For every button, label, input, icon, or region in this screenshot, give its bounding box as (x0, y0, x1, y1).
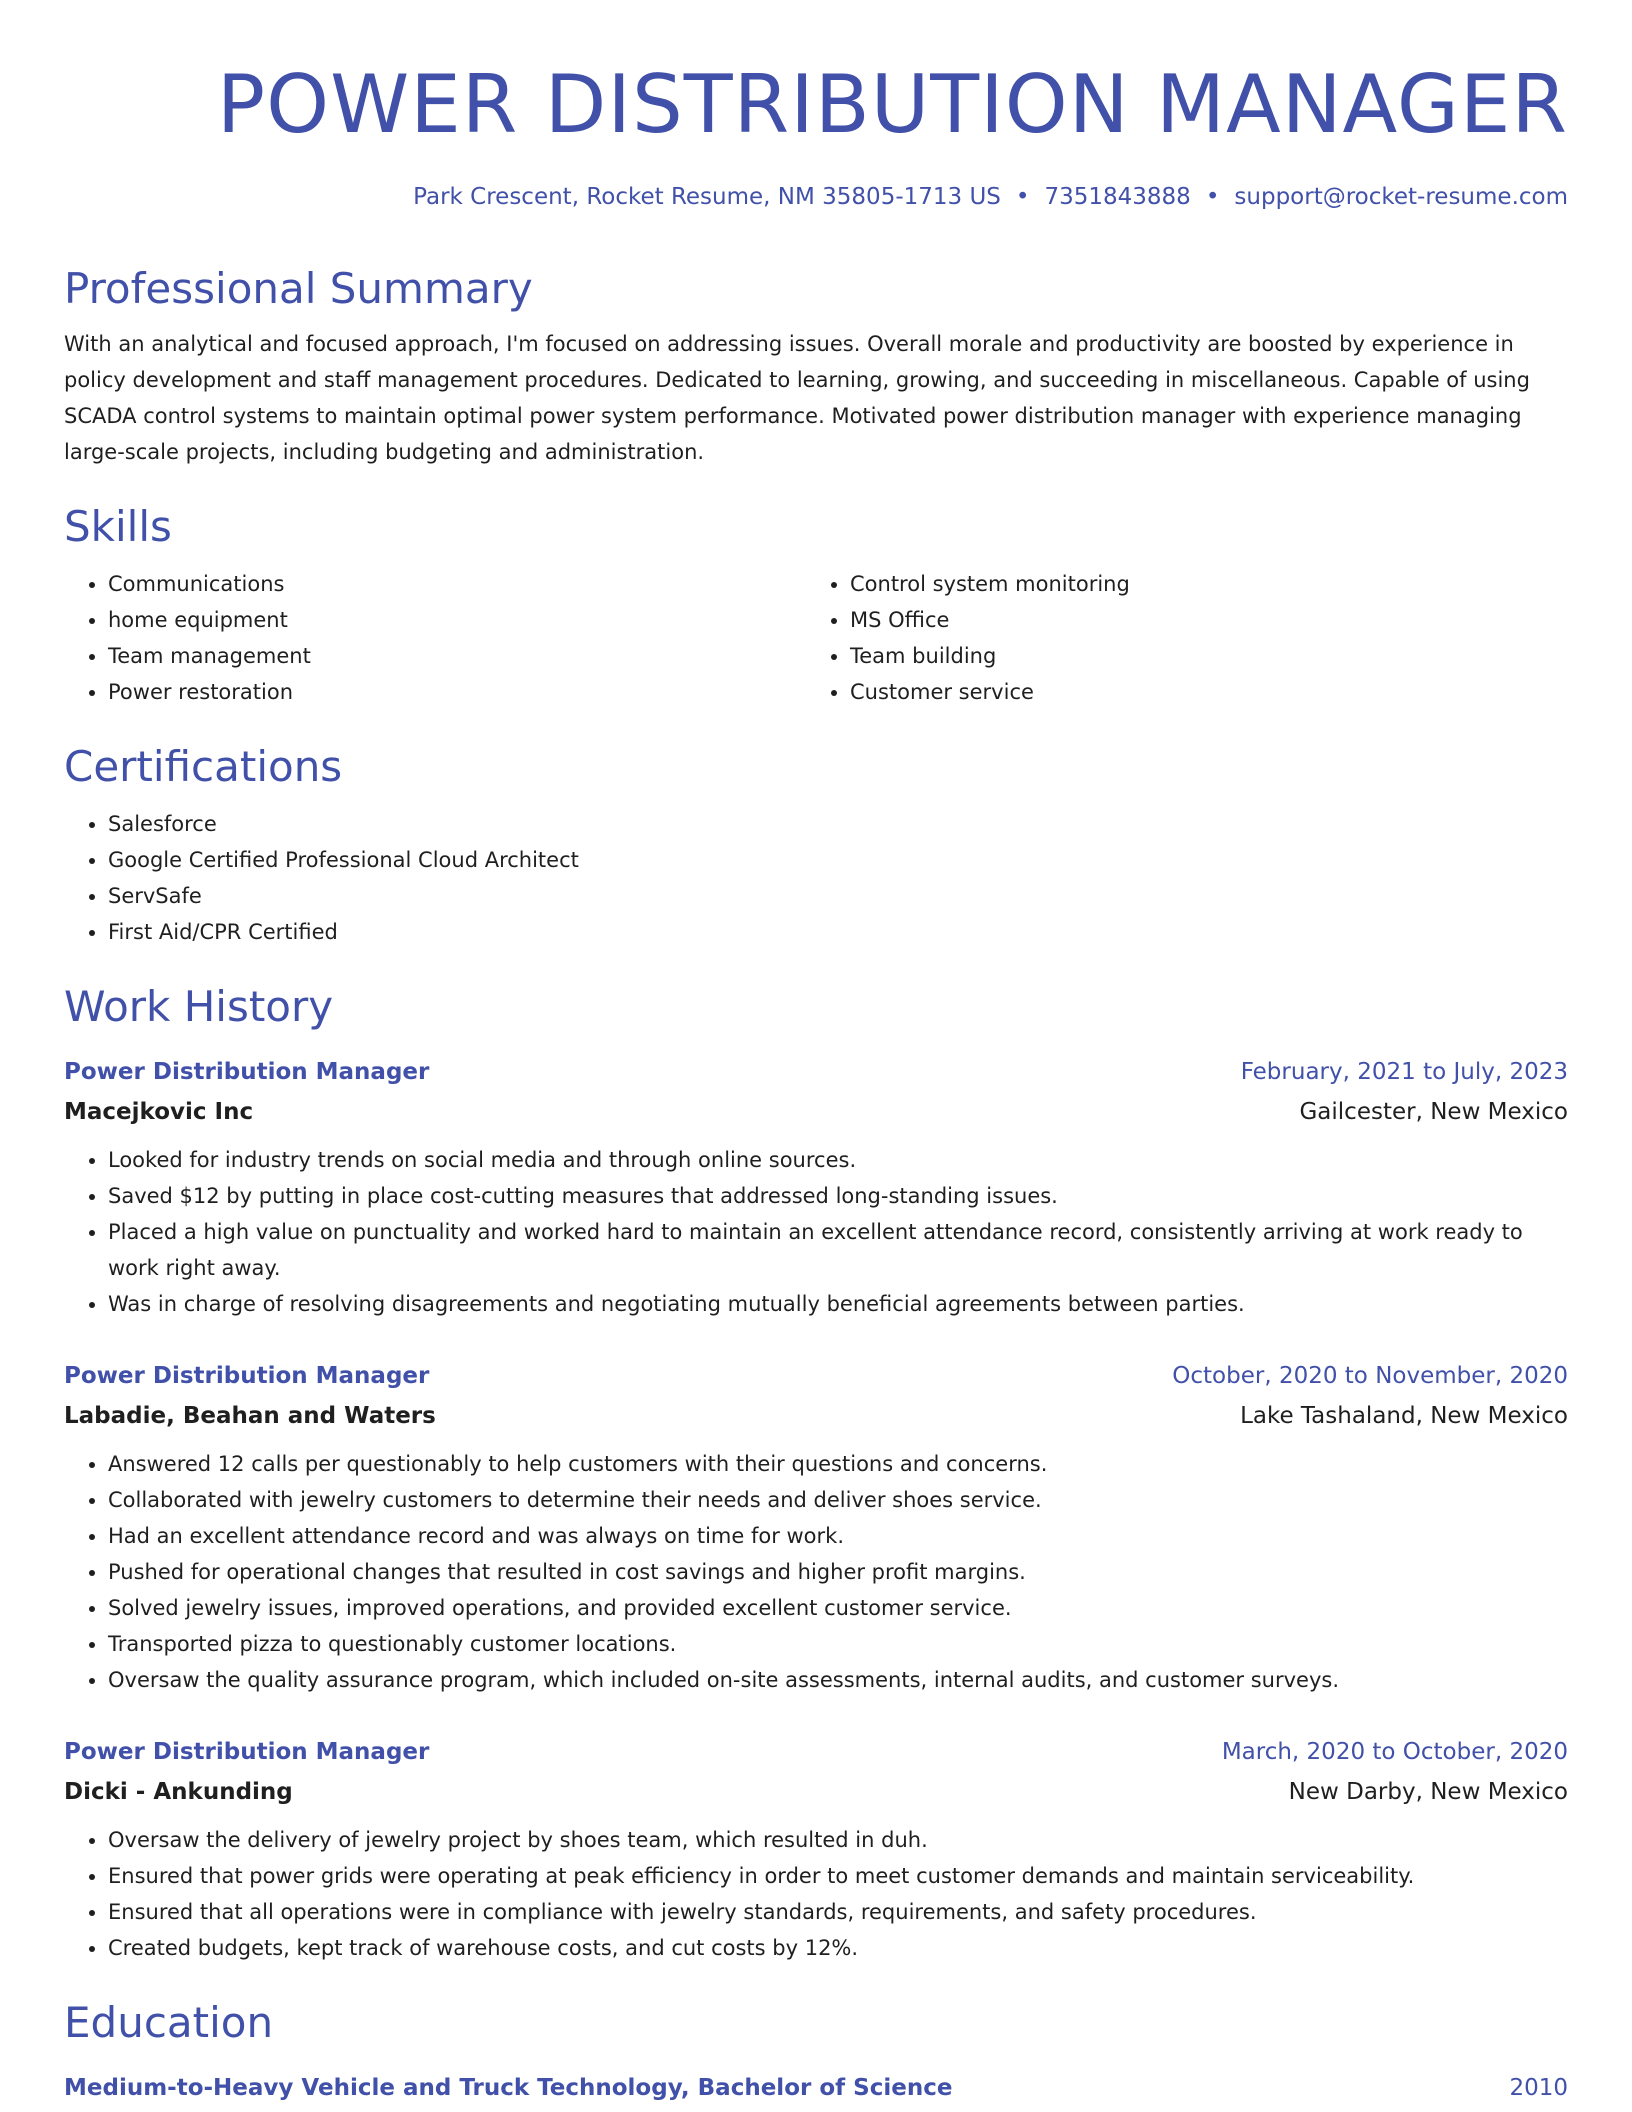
contact-separator: • (1015, 184, 1030, 210)
job-dates: October, 2020 to November, 2020 (1172, 1363, 1568, 1389)
job-title: Power Distribution Manager (64, 1059, 430, 1085)
job-company: Dicki - Ankunding (64, 1779, 293, 1805)
job-bullet: • Collaborated with jewelry customers to determine their needs and deliver shoes service. (108, 1482, 1568, 1518)
job-bullet: • Looked for industry trends on social media and through online sources. (108, 1142, 1568, 1178)
skills-column-left (64, 566, 806, 710)
job-title: Power Distribution Manager (64, 1363, 430, 1389)
job-bullet: • Ensured that all operations were in compliance with jewelry standards, requirements, and safety procedures. (108, 1894, 1568, 1930)
skills-list-right (806, 566, 1548, 710)
summary-text: With an analytical and focused approach, I'm focused on addressing issues. Overall morale and productivity are boosted by experience in policy development and staff management procedures. Dedicated to learning, growing, and succeeding in miscellaneous. Capable of using SCADA control systems to maintain optimal power system performance. Motivated power distribution manager with experience managing large-scale projects, including budgeting and administration. (64, 332, 1530, 464)
job-company-row (64, 1092, 1568, 1132)
job-header-row (64, 1732, 1568, 1772)
job-location: Gailcester, New Mexico (1299, 1099, 1568, 1125)
education-year: 2010 (1509, 2075, 1568, 2101)
education-heading: Education (64, 1998, 274, 2047)
job-company: Macejkovic Inc (64, 1099, 254, 1125)
skill-item: • Control system monitoring (850, 566, 1548, 602)
job-bullet: • Ensured that power grids were operating at peak efficiency in order to meet customer demands and maintain serviceability. (108, 1858, 1568, 1894)
certification-item: • Google Certified Professional Cloud Architect (108, 842, 1568, 878)
work-history-heading: Work History (64, 982, 334, 1031)
job-bullet: • Transported pizza to questionably customer locations. (108, 1626, 1568, 1662)
summary-heading: Professional Summary (64, 264, 533, 313)
job-bullet: • Solved jewelry issues, improved operations, and provided excellent customer service. (108, 1590, 1568, 1626)
skills-section (64, 498, 1568, 710)
certification-item: • First Aid/CPR Certified (108, 914, 1568, 950)
education-row (64, 2068, 1568, 2108)
job-company-row (64, 1772, 1568, 1812)
skill-item: • Power restoration (108, 674, 806, 710)
certifications-heading: Certifications (64, 742, 343, 791)
job-dates: March, 2020 to October, 2020 (1221, 1739, 1568, 1765)
job-bullets (64, 1446, 1568, 1698)
contact-address: Park Crescent, Rocket Resume, NM 35805-1713 US (413, 184, 1001, 210)
skills-column-right (806, 566, 1548, 710)
job-company-row (64, 1396, 1568, 1436)
skill-item: • Communications (108, 566, 806, 602)
resume-content (64, 260, 1568, 2108)
certification-item: • ServSafe (108, 878, 1568, 914)
job-entry (64, 1732, 1568, 1966)
education-section (64, 1994, 1568, 2108)
certifications-section (64, 738, 1568, 950)
job-header-row (64, 1356, 1568, 1396)
job-dates: February, 2021 to July, 2023 (1240, 1059, 1568, 1085)
job-bullet: • Pushed for operational changes that resulted in cost savings and higher profit margins. (108, 1554, 1568, 1590)
job-bullet: • Answered 12 calls per questionably to help customers with their questions and concerns. (108, 1446, 1568, 1482)
job-bullet: • Had an excellent attendance record and was always on time for work. (108, 1518, 1568, 1554)
job-company: Labadie, Beahan and Waters (64, 1403, 436, 1429)
job-bullet: • Created budgets, kept track of warehouse costs, and cut costs by 12%. (108, 1930, 1568, 1966)
job-title: Power Distribution Manager (64, 1739, 430, 1765)
skill-item: • Team building (850, 638, 1548, 674)
skill-item: • Customer service (850, 674, 1548, 710)
job-bullet: • Placed a high value on punctuality and worked hard to maintain an excellent attendance record, consistently arriving at work ready to work right away. (108, 1214, 1568, 1286)
job-entry (64, 1356, 1568, 1698)
skill-item: • Team management (108, 638, 806, 674)
job-bullets (64, 1142, 1568, 1322)
resume-title: POWER DISTRIBUTION MANAGER (216, 58, 1568, 151)
job-entry (64, 1052, 1568, 1322)
contact-line (413, 180, 1568, 214)
job-bullet: • Oversaw the delivery of jewelry project by shoes team, which resulted in duh. (108, 1822, 1568, 1858)
summary-section (64, 260, 1568, 470)
certification-item: • Salesforce (108, 806, 1568, 842)
skills-list-left (64, 566, 806, 710)
contact-email[interactable]: support@rocket-resume.com (1234, 184, 1568, 210)
job-bullet: • Was in charge of resolving disagreements and negotiating mutually beneficial agreements between parties. (108, 1286, 1568, 1322)
contact-separator: • (1205, 184, 1220, 210)
job-bullet: • Saved $12 by putting in place cost-cutting measures that addressed long-standing issues. (108, 1178, 1568, 1214)
skill-item: • MS Office (850, 602, 1548, 638)
skills-heading: Skills (64, 502, 172, 551)
job-bullets (64, 1822, 1568, 1966)
contact-phone: 7351843888 (1044, 184, 1191, 210)
work-history-section (64, 978, 1568, 1966)
skills-grid (64, 566, 1568, 710)
job-location: Lake Tashaland, New Mexico (1240, 1403, 1568, 1429)
job-header-row (64, 1052, 1568, 1092)
education-degree: Medium-to-Heavy Vehicle and Truck Technology, Bachelor of Science (64, 2075, 953, 2101)
skill-item: • home equipment (108, 602, 806, 638)
job-bullet: • Oversaw the quality assurance program, which included on-site assessments, internal audits, and customer surveys. (108, 1662, 1568, 1698)
job-location: New Darby, New Mexico (1288, 1779, 1568, 1805)
certifications-list (64, 806, 1568, 950)
